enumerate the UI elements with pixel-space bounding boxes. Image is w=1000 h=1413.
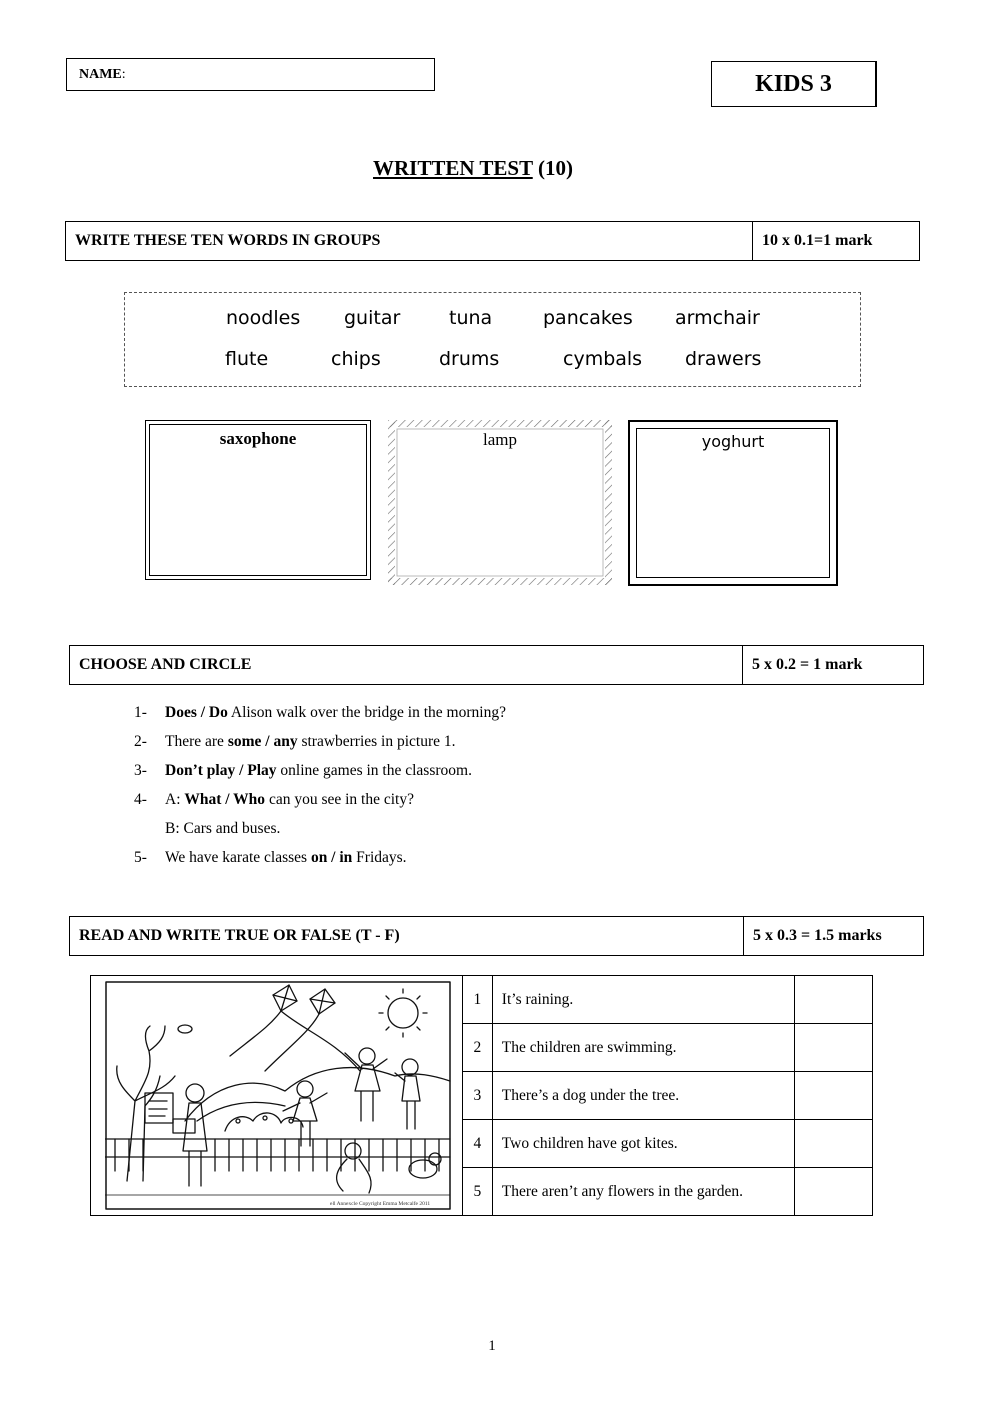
statement-number: 2 [463, 1024, 493, 1072]
name-field[interactable] [66, 58, 435, 91]
page-number: 1 [488, 1338, 496, 1354]
statement-text: The children are swimming. [492, 1024, 794, 1072]
section-instruction: CHOOSE AND CIRCLE [70, 646, 743, 684]
group-label: saxophone [219, 429, 297, 448]
word-item: chips [331, 348, 381, 370]
statement-text: There’s a dog under the tree. [492, 1072, 794, 1120]
answer-cell[interactable] [794, 1168, 872, 1216]
picture-credit: ell Annexcle Copyright Emma Metcalfe 2011 [330, 1201, 431, 1207]
word-item: drawers [685, 348, 762, 370]
table-row [463, 1120, 873, 1168]
word-item: tuna [449, 307, 493, 329]
table-row [463, 976, 873, 1024]
section-header-true-false [69, 916, 924, 956]
section-header-choose [69, 645, 924, 685]
table-row [463, 1168, 873, 1216]
park-scene-illustration [105, 981, 451, 1210]
statement-text: There aren’t any flowers in the garden. [492, 1168, 794, 1216]
word-item: cymbals [563, 348, 643, 370]
table-row [463, 1072, 873, 1120]
statement-number: 3 [463, 1072, 493, 1120]
name-label: NAME: [79, 67, 126, 82]
true-false-table [462, 975, 873, 1216]
answer-options[interactable]: What / Who [184, 791, 266, 808]
section-marks: 5 x 0.2 = 1 mark [752, 656, 863, 673]
answer-cell[interactable] [794, 1072, 872, 1120]
group-box-furniture[interactable] [388, 420, 612, 585]
group-box-food[interactable] [628, 420, 838, 586]
section-header-groups [65, 221, 920, 261]
section-marks: 5 x 0.3 = 1.5 marks [753, 927, 882, 944]
picture-frame [90, 975, 462, 1216]
page-title: WRITTEN TEST (10) [373, 156, 573, 180]
answer-options[interactable]: on / in [310, 849, 353, 866]
section-marks: 10 x 0.1=1 mark [762, 232, 873, 249]
word-item: pancakes [543, 307, 633, 329]
statement-text: Two children have got kites. [492, 1120, 794, 1168]
level-badge: KIDS 3 [711, 61, 877, 107]
statement-number: 1 [463, 976, 493, 1024]
word-item: guitar [344, 307, 401, 329]
answer-cell[interactable] [794, 976, 872, 1024]
word-item: armchair [675, 307, 760, 329]
statement-text: It’s raining. [492, 976, 794, 1024]
word-item: drums [439, 348, 500, 370]
answer-cell[interactable] [794, 1024, 872, 1072]
answer-options[interactable]: some / any [227, 733, 298, 750]
statement-number: 4 [463, 1120, 493, 1168]
answer-options[interactable]: Don’t play / Play [165, 762, 277, 779]
answer-options[interactable]: Does / Do [165, 704, 228, 721]
group-label: yoghurt [701, 432, 765, 451]
word-item: noodles [226, 307, 301, 329]
section-instruction: READ AND WRITE TRUE OR FALSE (T - F) [70, 917, 744, 955]
group-box-instruments[interactable] [145, 420, 371, 580]
table-row [463, 1024, 873, 1072]
section-instruction: WRITE THESE TEN WORDS IN GROUPS [66, 222, 753, 260]
answer-cell[interactable] [794, 1120, 872, 1168]
word-item: flute [225, 348, 269, 370]
word-bank [124, 292, 861, 387]
group-label: lamp [483, 430, 517, 449]
statement-number: 5 [463, 1168, 493, 1216]
